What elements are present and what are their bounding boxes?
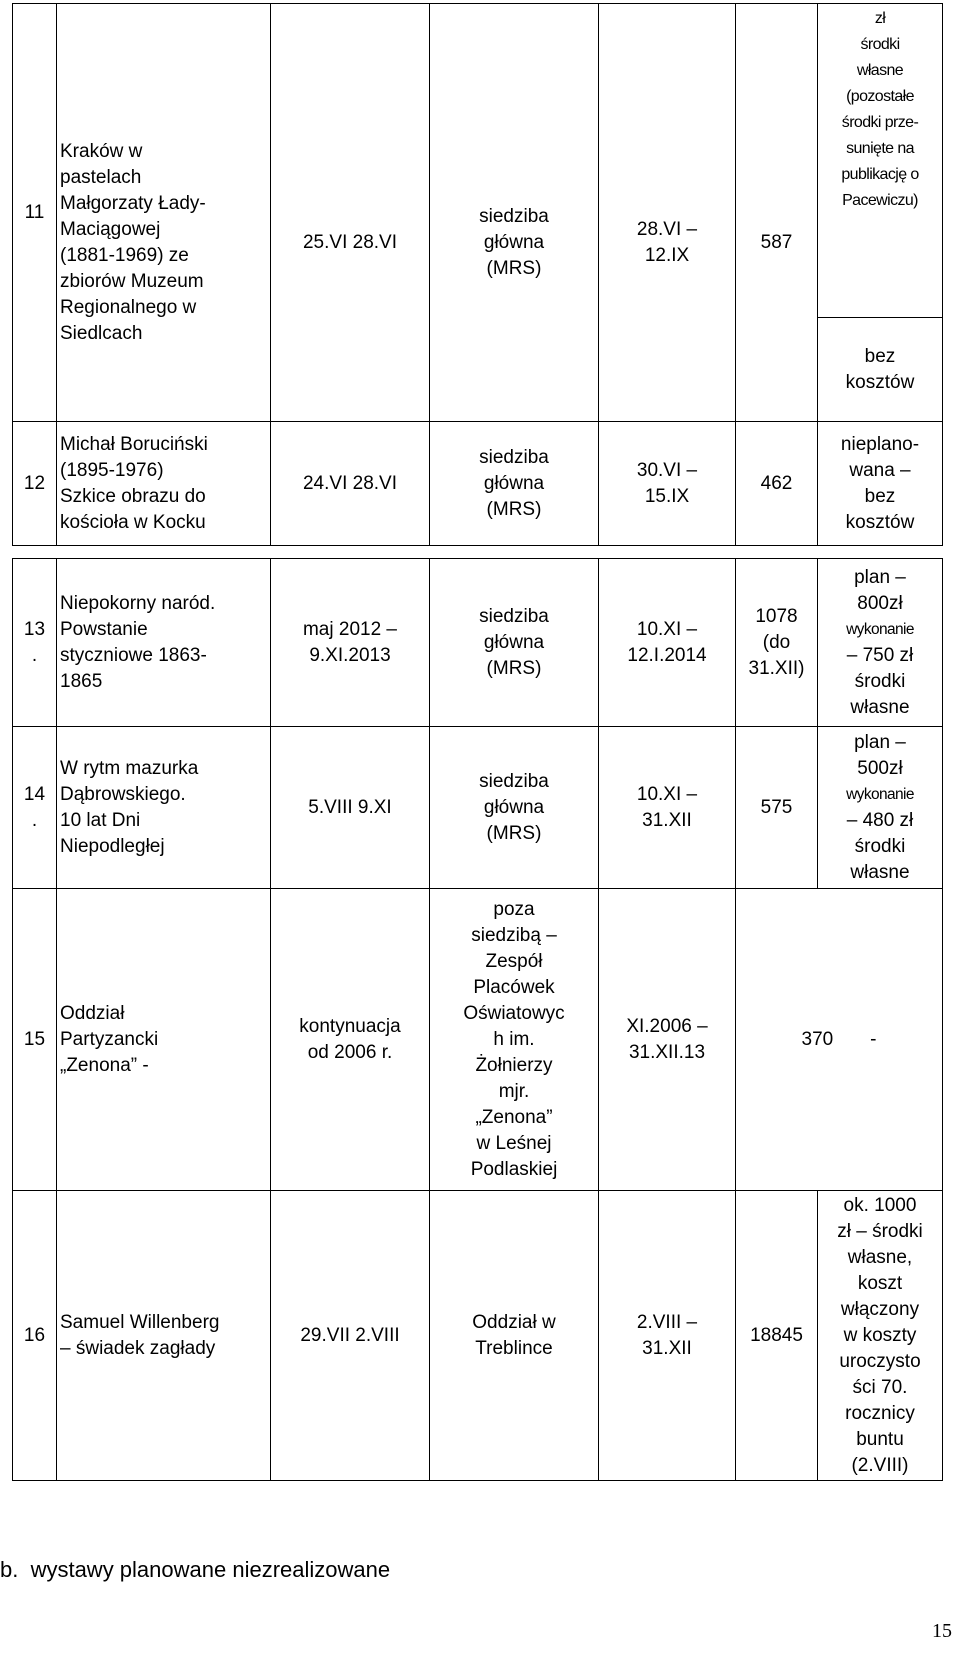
exhibition-period: 10.XI – 12.I.2014: [599, 559, 736, 727]
row-number: 14 .: [13, 727, 57, 889]
preparation-dates: 5.VIII 9.XI: [271, 727, 430, 889]
row-number: 12: [13, 422, 57, 546]
cost-note: zł środki własne (pozostałe środki prze- sunięte na publikację o Pacewiczu): [818, 4, 943, 318]
table-row: [13, 1191, 943, 1481]
exhibition-period: XI.2006 – 31.XII.13: [599, 889, 736, 1191]
table-row: [13, 422, 943, 546]
cost-execution-label: wykonanie: [846, 620, 914, 638]
visitor-count: 587: [736, 4, 818, 422]
exhibition-place: poza siedzibą – Zespół Placówek Oświatowyc h im. Żołnierzy mjr. „Zenona” w Leśnej Podlaskiej: [430, 889, 599, 1191]
exhibition-cost: ok. 1000 zł – środki własne, koszt włączony w koszty uroczysto ści 70. rocznicy buntu (2.VIII): [818, 1191, 943, 1481]
exhibition-title: Oddział Partyzancki „Zenona” -: [57, 889, 271, 1191]
page-number: 15: [932, 1620, 952, 1642]
row-number: 16: [13, 1191, 57, 1481]
preparation-dates: maj 2012 – 9.XI.2013: [271, 559, 430, 727]
visitor-count: 575: [736, 727, 818, 889]
exhibition-title: Michał Boruciński (1895-1976) Szkice obrazu do kościoła w Kocku: [57, 422, 271, 546]
exhibition-place: Oddział w Treblince: [430, 1191, 599, 1481]
exhibition-place: siedziba główna (MRS): [430, 559, 599, 727]
row-number: 15: [13, 889, 57, 1191]
exhibition-title: Niepokorny naród. Powstanie styczniowe 1863- 1865: [57, 559, 271, 727]
exhibition-cost: bez kosztów: [818, 318, 943, 422]
visitor-count: 462: [736, 422, 818, 546]
exhibition-place: siedziba główna (MRS): [430, 727, 599, 889]
exhibition-cost: nieplano- wana – bez kosztów: [818, 422, 943, 546]
visitors-and-cost: 370 -: [736, 889, 943, 1191]
exhibition-period: 2.VIII – 31.XII: [599, 1191, 736, 1481]
exhibition-cost: [818, 559, 943, 727]
exhibition-place: siedziba główna (MRS): [430, 4, 599, 422]
table-row: [13, 559, 943, 727]
section-heading: b. wystawy planowane niezrealizowane: [0, 1557, 391, 1582]
cost-plan: plan – 800zł: [854, 566, 906, 614]
cost-plan: plan – 500zł: [854, 731, 906, 779]
preparation-dates: 24.VI 28.VI: [271, 422, 430, 546]
exhibition-place: siedziba główna (MRS): [430, 422, 599, 546]
exhibition-title: Kraków w pastelach Małgorzaty Łady- Maciągowej (1881-1969) ze zbiorów Muzeum Regionalnego w Siedlcach: [57, 4, 271, 422]
exhibition-cost: [818, 727, 943, 889]
exhibitions-table-part-2: [12, 558, 943, 1481]
exhibition-title: W rytm mazurka Dąbrowskiego. 10 lat Dni Niepodległej: [57, 727, 271, 889]
exhibition-period: 30.VI – 15.IX: [599, 422, 736, 546]
table-row: [13, 727, 943, 889]
row-number: 13 .: [13, 559, 57, 727]
exhibition-title: Samuel Willenberg – świadek zagłady: [57, 1191, 271, 1481]
exhibition-period: 28.VI – 12.IX: [599, 4, 736, 422]
row-number: 11: [13, 4, 57, 422]
exhibition-period: 10.XI – 31.XII: [599, 727, 736, 889]
preparation-dates: 25.VI 28.VI: [271, 4, 430, 422]
cost-execution-label: wykonanie: [846, 785, 914, 803]
preparation-dates: kontynuacja od 2006 r.: [271, 889, 430, 1191]
exhibitions-table-part-1: [12, 3, 943, 546]
table-row: [13, 889, 943, 1191]
visitor-count: 18845: [736, 1191, 818, 1481]
cost-execution: – 480 zł środki własne: [846, 809, 914, 883]
preparation-dates: 29.VII 2.VIII: [271, 1191, 430, 1481]
visitor-count: 1078 (do 31.XII): [736, 559, 818, 727]
table-row: [13, 4, 943, 318]
cost-execution: – 750 zł środki własne: [846, 644, 914, 718]
